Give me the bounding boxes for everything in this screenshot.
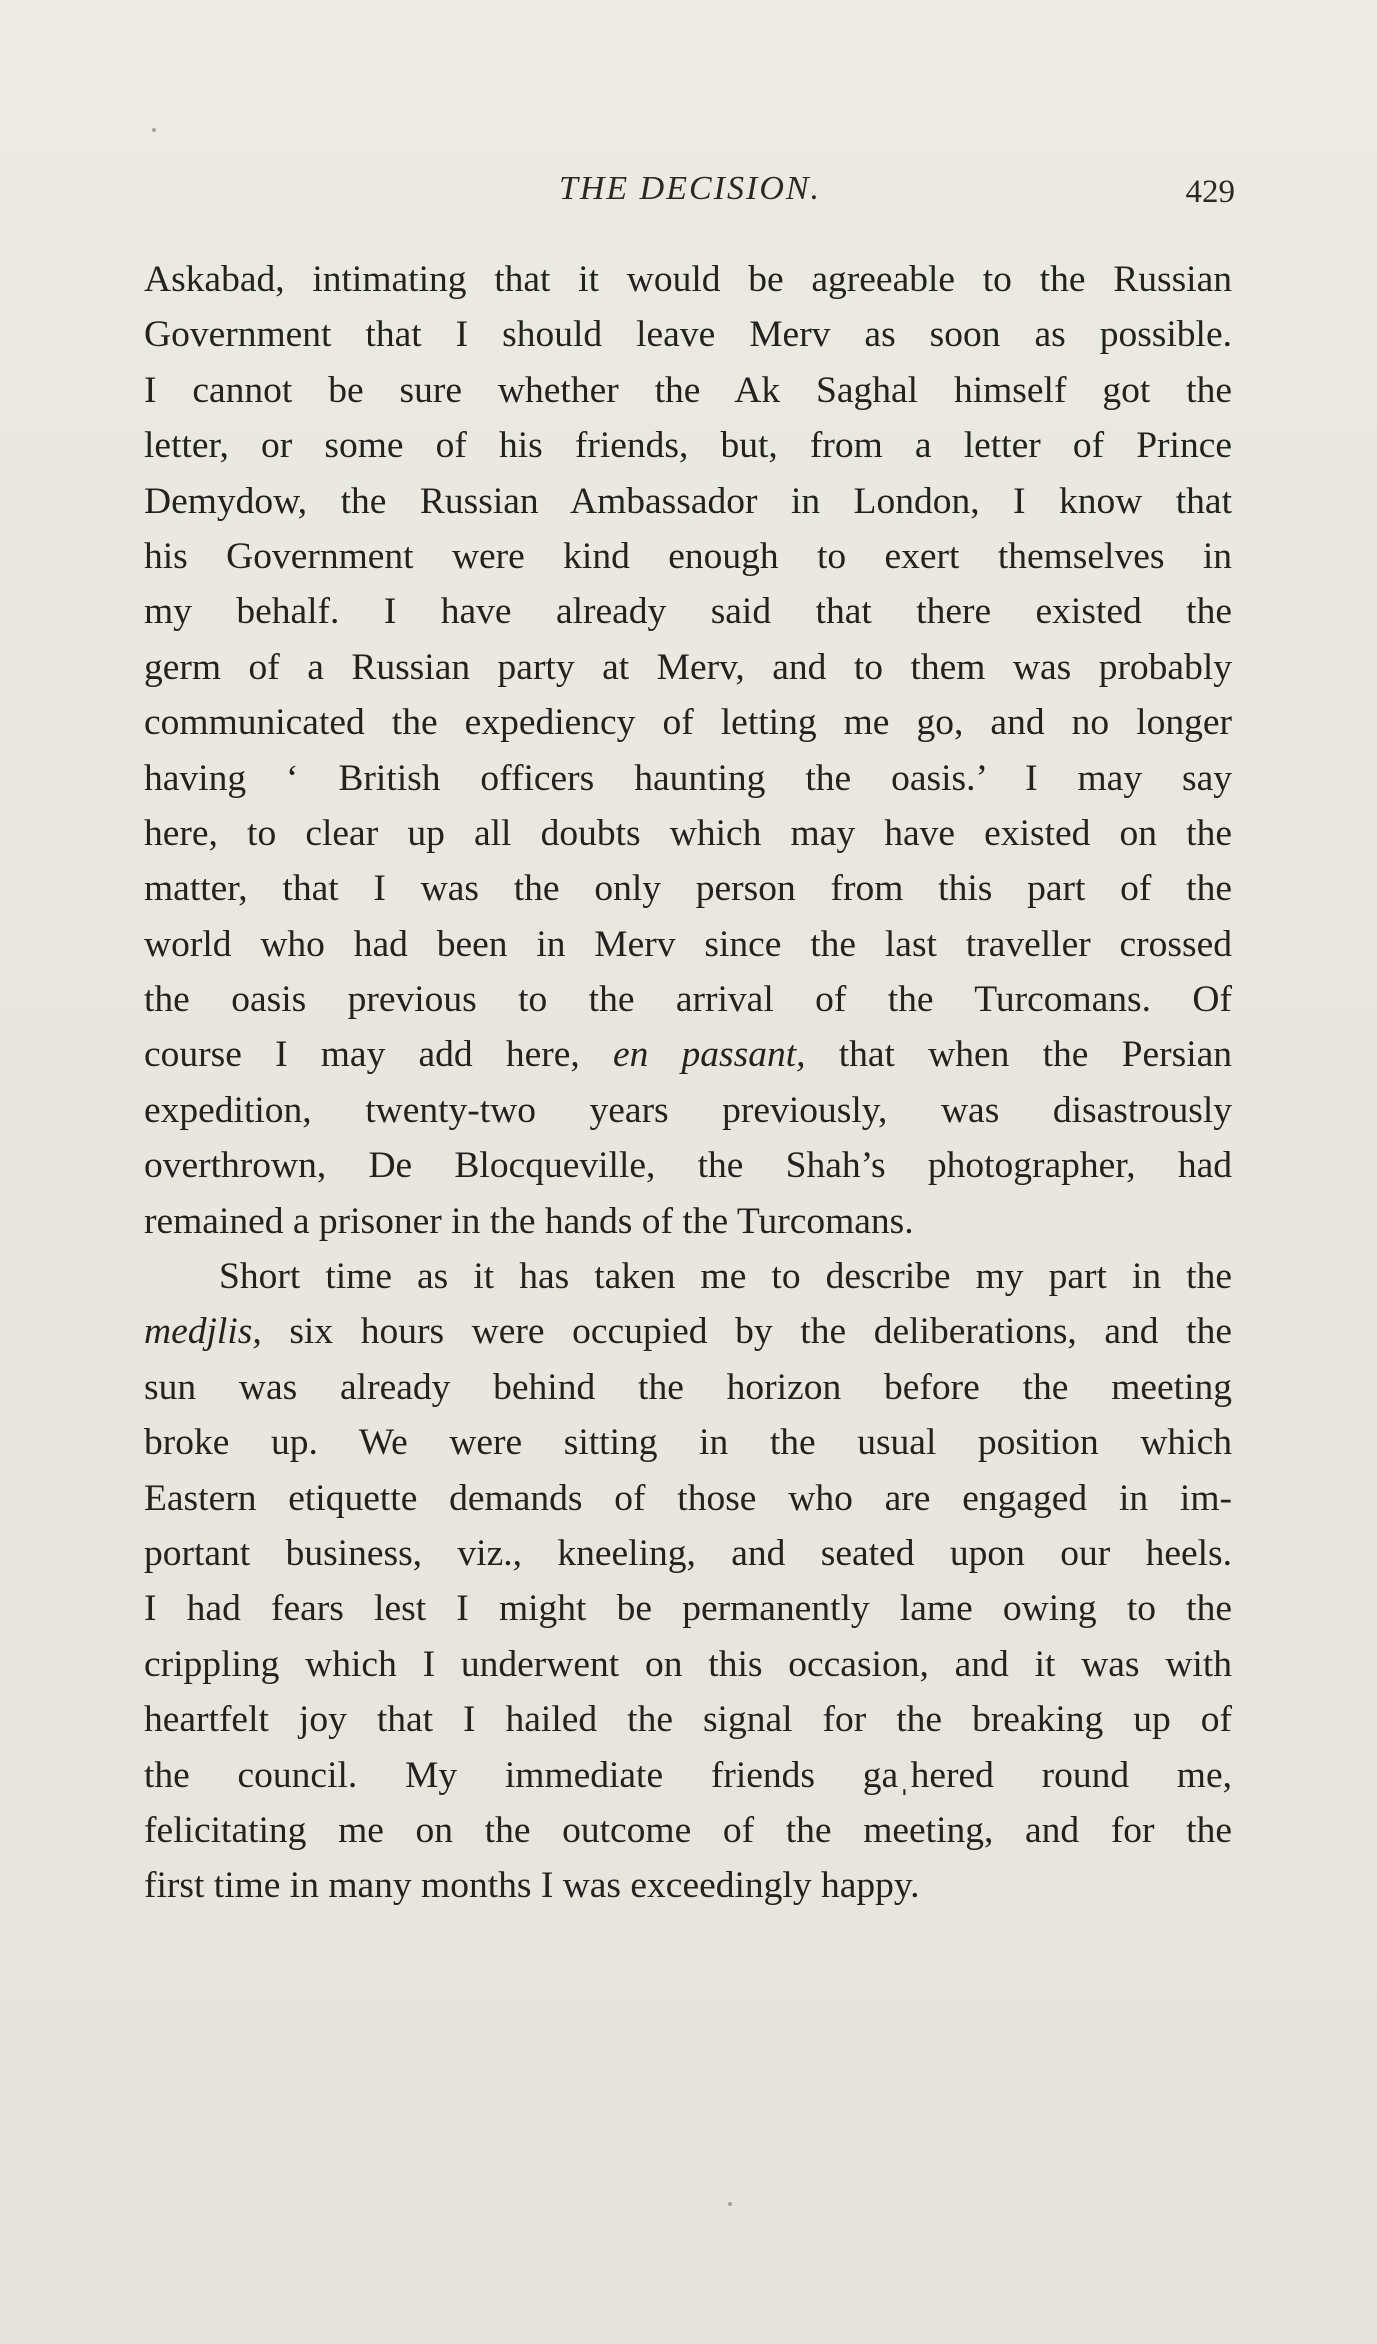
paper-speck bbox=[728, 2202, 732, 2206]
text-line: heartfelt joy that I hailed the signal for the breaking up of bbox=[144, 1699, 1232, 1741]
text-line: communicated the expediency of letting me go, and no longer bbox=[144, 702, 1232, 744]
text-line: the oasis previous to the arrival of the Turcomans. Of bbox=[144, 979, 1232, 1021]
text-line: having ‘ British officers haunting the oasis.’ I may say bbox=[144, 757, 1232, 799]
text-line: I cannot be sure whether the Ak Saghal himself got the bbox=[144, 369, 1232, 411]
text-line: Askabad, intimating that it would be agreeable to the Russian bbox=[144, 259, 1232, 300]
text-run: course I may add here, bbox=[144, 1034, 613, 1076]
italic-phrase: medjlis, bbox=[144, 1311, 262, 1353]
italic-phrase: en passant, bbox=[612, 1034, 806, 1076]
text-line: Government that I should leave Merv as soon as possible. bbox=[144, 314, 1232, 356]
text-line: sun was already behind the horizon before the meeting bbox=[144, 1366, 1232, 1408]
text-line: broke up. We were sitting in the usual position which bbox=[144, 1422, 1232, 1464]
text-line: I had fears lest I might be permanently lame owing to the bbox=[144, 1588, 1232, 1630]
text-line: felicitating me on the outcome of the meeting, and for the bbox=[144, 1809, 1232, 1851]
text-line: expedition, twenty-two years previously, was disastrously bbox=[144, 1089, 1232, 1131]
paragraph-2 bbox=[144, 1249, 1232, 1914]
body-text bbox=[144, 252, 1232, 1914]
text-run: that when the Persian bbox=[805, 1034, 1233, 1076]
paragraph-1 bbox=[144, 252, 1232, 1249]
text-line: overthrown, De Blocqueville, the Shah’s photographer, had bbox=[144, 1145, 1232, 1187]
running-title: THE DECISION. bbox=[558, 170, 822, 207]
text-line: Eastern etiquette demands of those who are engaged in im- bbox=[144, 1477, 1232, 1519]
text-line: here, to clear up all doubts which may have existed on the bbox=[144, 812, 1232, 854]
text-line: germ of a Russian party at Merv, and to them was probably bbox=[144, 646, 1232, 688]
text-line: his Government were kind enough to exert themselves in bbox=[144, 535, 1232, 577]
text-line: letter, or some of his friends, but, from a letter of Prince bbox=[144, 425, 1232, 467]
text-line: world who had been in Merv since the last traveller crossed bbox=[144, 923, 1232, 965]
text-line: Demydow, the Russian Ambassador in London, I know that bbox=[144, 480, 1232, 522]
text-line: remained a prisoner in the hands of the Turcomans. bbox=[144, 1200, 914, 1242]
running-head bbox=[145, 170, 1235, 220]
text-line: crippling which I underwent on this occasion, and it was with bbox=[144, 1643, 1232, 1685]
text-run: six hours were occupied by the deliberations, and the bbox=[261, 1311, 1232, 1353]
text-line: the council. My immediate friends gaˌhered round me, bbox=[144, 1754, 1232, 1796]
page-number: 429 bbox=[1185, 174, 1235, 210]
text-line: first time in many months I was exceedingly happy. bbox=[144, 1865, 920, 1907]
text-line: Short time as it has taken me to describe my part in the bbox=[219, 1256, 1232, 1298]
text-line: portant business, viz., kneeling, and seated upon our heels. bbox=[144, 1532, 1232, 1574]
text-line: my behalf. I have already said that there existed the bbox=[144, 591, 1232, 633]
text-line bbox=[144, 1027, 1232, 1082]
paper-speck bbox=[152, 128, 156, 132]
text-line bbox=[144, 1304, 1232, 1359]
text-line: matter, that I was the only person from this part of the bbox=[144, 868, 1232, 910]
